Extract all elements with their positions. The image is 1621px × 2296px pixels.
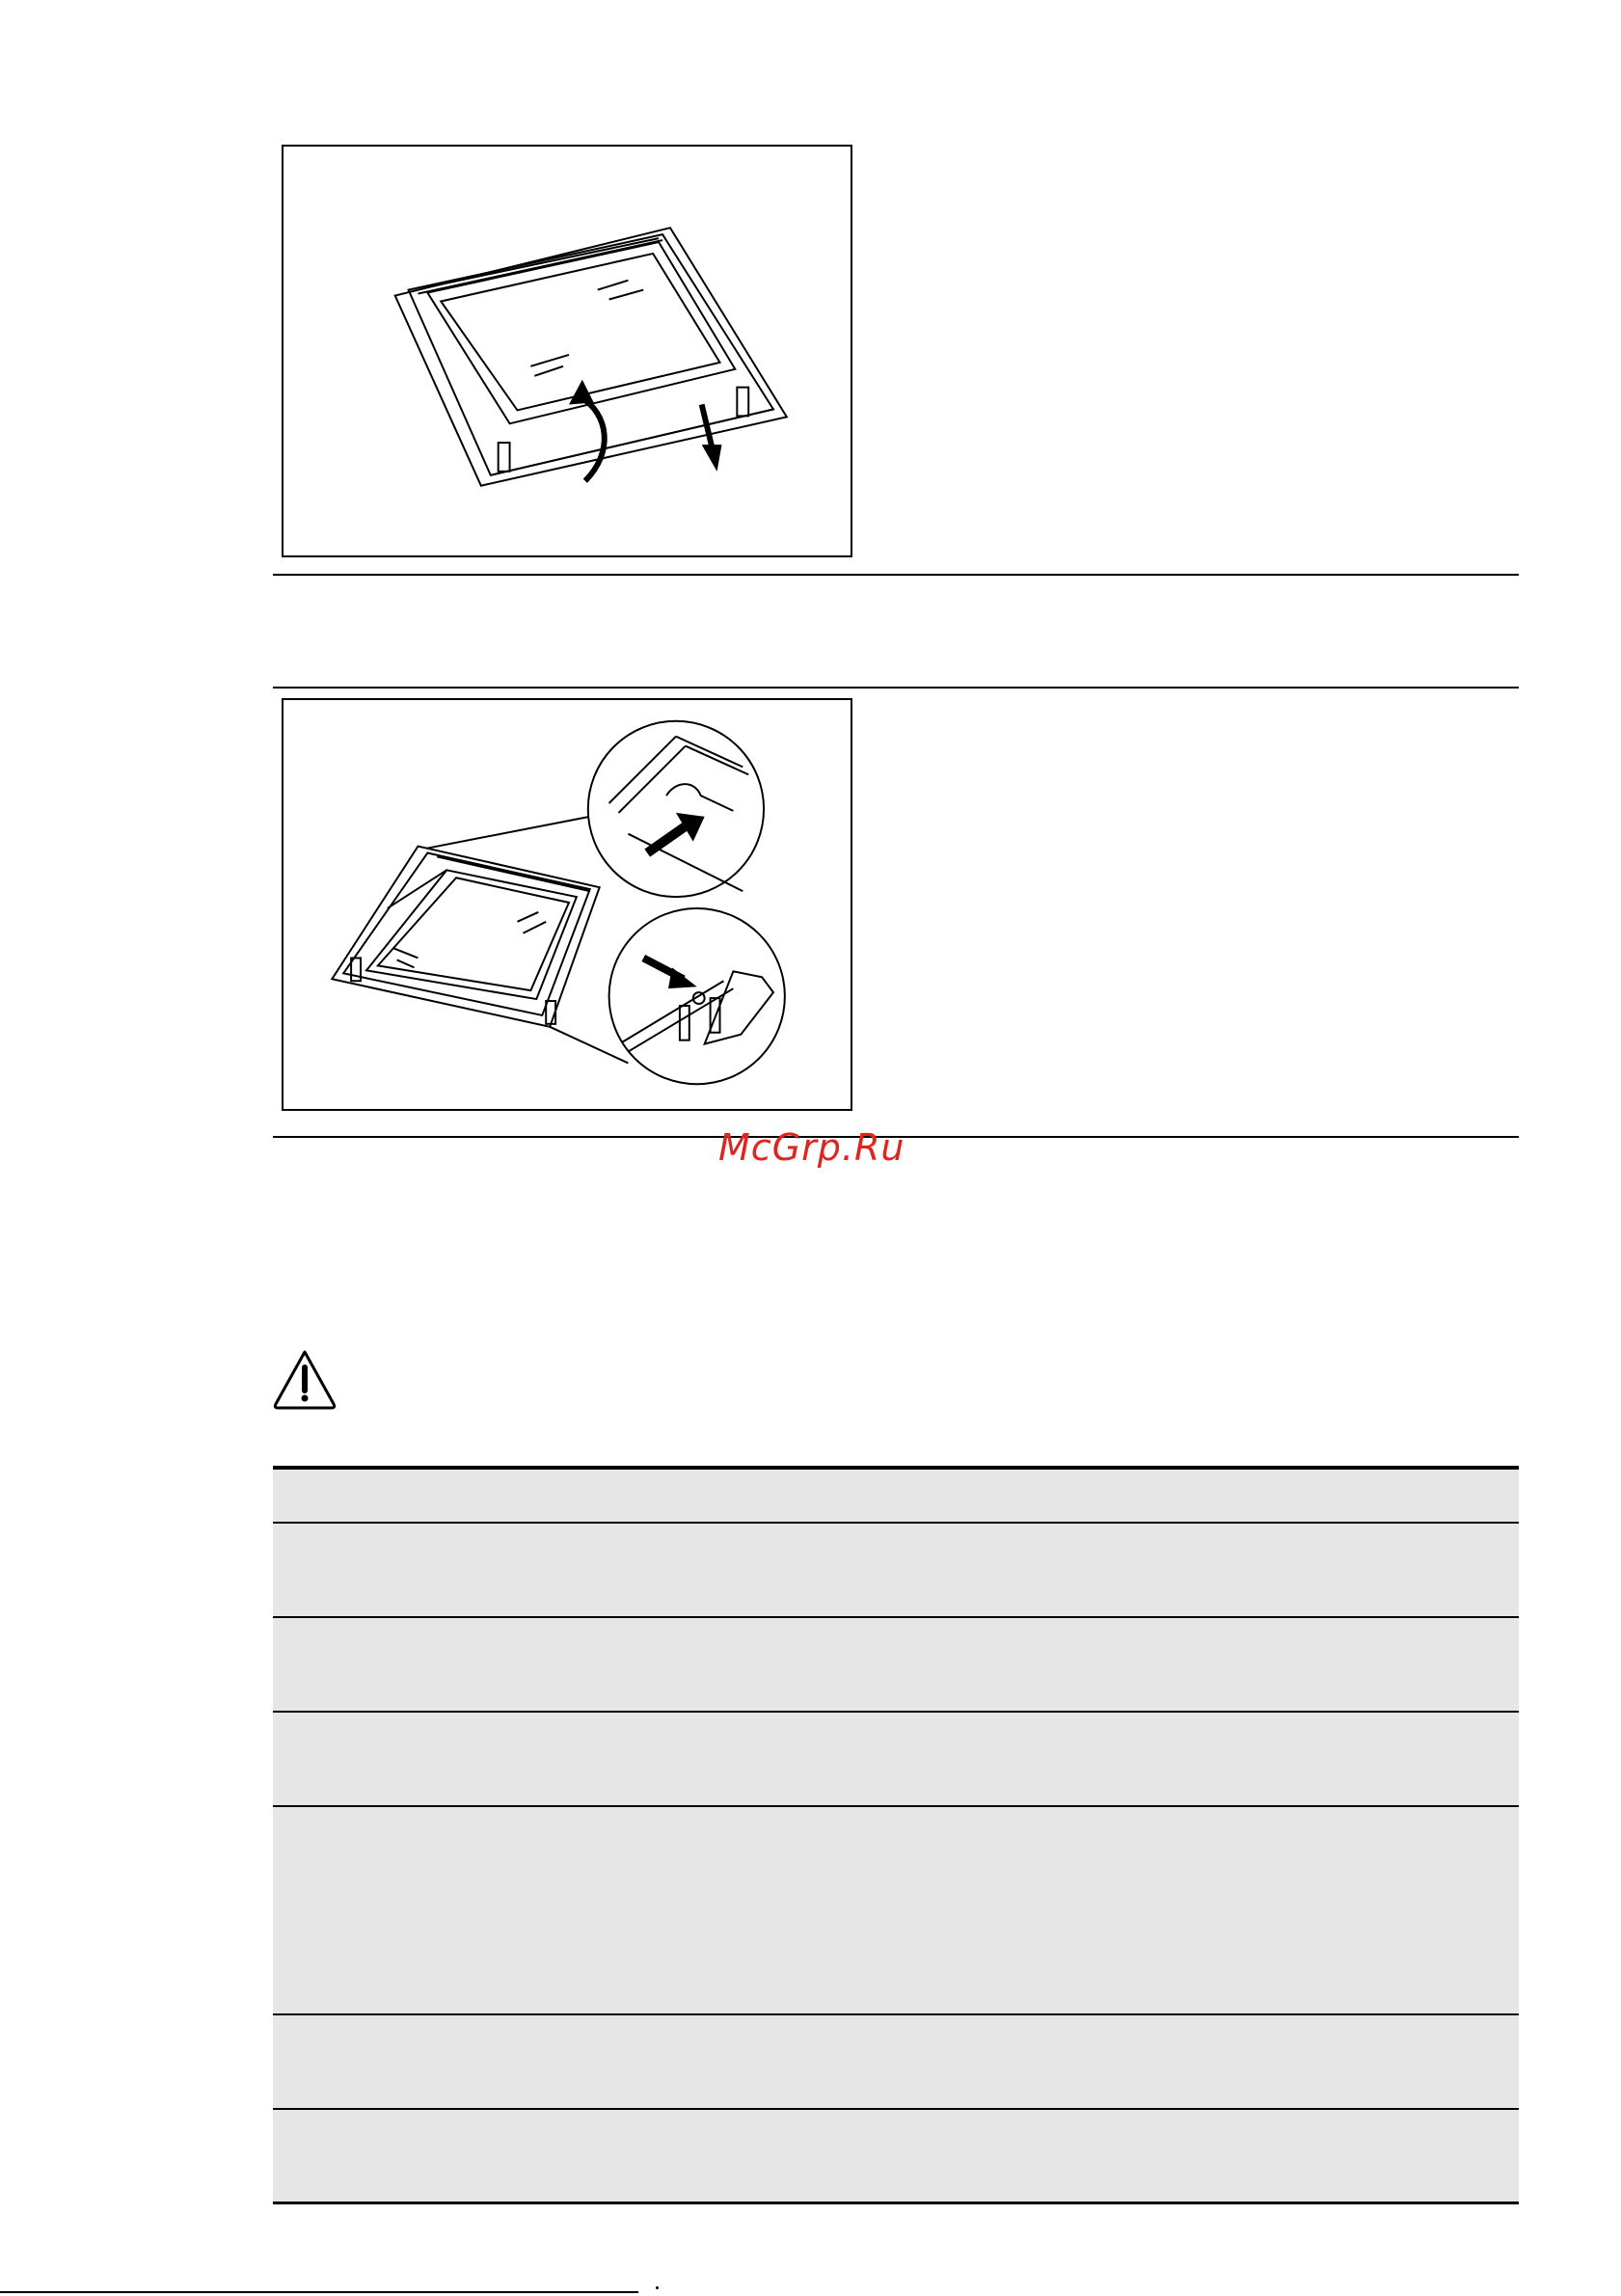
data-table — [273, 1466, 1519, 2204]
table-row — [273, 1807, 1519, 2015]
table-row — [273, 1713, 1519, 1807]
door-glass-lift-drawing — [284, 147, 851, 555]
table-row — [273, 1524, 1519, 1618]
door-glass-insert-figure — [282, 698, 852, 1111]
table-row — [273, 1618, 1519, 1713]
watermark-text: McGrp.Ru — [718, 1126, 905, 1169]
footer-rule — [0, 2291, 638, 2293]
table-header-row — [273, 1466, 1519, 1524]
detail-zoom-top — [588, 721, 764, 897]
door-glass-insert-drawing — [284, 700, 851, 1109]
warning-triangle-icon — [272, 1348, 338, 1410]
table-row — [273, 2015, 1519, 2110]
door-glass-lift-figure — [282, 145, 852, 557]
section-divider-2 — [273, 687, 1519, 689]
table-row — [273, 2110, 1519, 2204]
footer-mark — [656, 2286, 659, 2289]
section-divider-1 — [273, 574, 1519, 576]
